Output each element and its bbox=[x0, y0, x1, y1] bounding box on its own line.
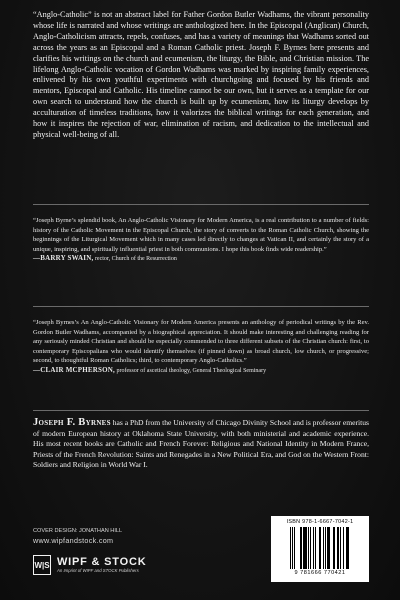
barcode-digits: 9 781666 770421 bbox=[294, 570, 346, 576]
isbn-text: ISBN 978-1-6667-7042-1 bbox=[286, 519, 354, 525]
endorser-name: —BARRY SWAIN, bbox=[33, 254, 94, 263]
divider bbox=[33, 306, 369, 307]
credits bbox=[33, 527, 122, 545]
endorsement-quote bbox=[33, 318, 369, 377]
publisher-logo-block bbox=[33, 555, 146, 575]
divider bbox=[33, 410, 369, 411]
endorser-role: professor of ascetical theology, General Theological Seminary bbox=[114, 367, 267, 374]
author-bio-text: has a PhD from the University of Chicago Divinity School and is professor emeritus of modern European history at Oklahoma State University, with both ministerial and academic experience. His most recent books are Catholic and French Forever: Religious and National Identity in Modern France, Priests of the French Revolution: Saints and Renegades in a New Political Era, and God on the Western Front: Soldiers and Religion in World War I. bbox=[33, 418, 369, 470]
publisher-text bbox=[57, 556, 146, 574]
cover-design-credit: COVER DESIGN: JONATHAN HILL bbox=[33, 528, 123, 534]
divider bbox=[33, 204, 369, 205]
publisher-url: www.wipfandstock.com bbox=[33, 536, 114, 545]
endorsement-text: “Joseph Byrne’s splendid book, An Anglo-Catholic Visionary for Modern America, is a real contribution to a number of fields: history of the Catholic Movement in the Episcopal Church, the story of converts to the Roman Catholic Church, showing the beginnings of the Liturgical Movement which in many cases led directly to changes at Vatican II, and certainly the story of a unique, inspiring, and spiritually influential priest in both communions. I hope this book finds wide readership.” bbox=[33, 217, 369, 253]
endorser-name: —CLAIR MCPHERSON, bbox=[33, 365, 115, 374]
barcode-stripe bbox=[349, 527, 350, 569]
publisher-tagline: An Imprint of WIPF and STOCK Publishers bbox=[57, 568, 139, 573]
publisher-logo-icon: W|S bbox=[33, 555, 51, 575]
endorsement-attribution bbox=[33, 254, 369, 265]
endorsement-quote bbox=[33, 216, 369, 265]
book-description: “Anglo-Catholic” is not an abstract label for Father Gordon Butler Wadhams, the vibrant personality whose life is narrated and whose writings are anthologized here. In the Episcopal (Anglican) Church, Anglo-Catholicism attracts, repels, confuses, and has a variety of meanings that Wadhams sorted out across the years as an Episcopal and a Roman Catholic priest. Joseph F. Byrnes here presents and clarifies his writings on the church and ecumenism, the liturgy, the Bible, and Christian mission. The lifelong Anglo-Catholic vocation of Gordon Wadhams was marked by inspiring family experiences, enlivened by his own youthful experiments with churchgoing and focused by his friends and mentors, Episcopal and Catholic. His timeline cannot be our own, but it serves as a template for our own search to understand how the church is built up by ecumenism, how its liturgy develops by acculturation of timeless traditions, how it valorizes the biblical writings for each generation, and how it inspires the rejection of war, elimination of racism, and dedication to the intellectual and physical well-being of all. bbox=[33, 10, 369, 139]
isbn-barcode bbox=[271, 516, 369, 582]
endorsement-text: “Joseph Byrnes’s An Anglo-Catholic Visionary for Modern America presents an anthology of periodical writings by the Rev. Gordon Butler Wadhams, accompanied by a biographical appreciation. It should make interesting and challenging reading for any seriously minded Christian and should be especially commended to three different subsets of the Christian church: first, to contemporary Episcopalians who would identify themselves (if pinned down) as broad church, low church, or progressive; second, to thoughtful Roman Catholics; third, to contemporary Anglo-Catholics.” bbox=[33, 319, 369, 365]
publisher-name: WIPF & STOCK bbox=[57, 556, 147, 568]
endorser-role: rector, Church of the Resurrection bbox=[93, 256, 177, 263]
author-bio bbox=[33, 418, 369, 471]
endorsement-attribution bbox=[33, 366, 369, 377]
barcode-icon bbox=[275, 527, 365, 569]
author-name: Joseph F. Byrnes bbox=[33, 417, 111, 428]
